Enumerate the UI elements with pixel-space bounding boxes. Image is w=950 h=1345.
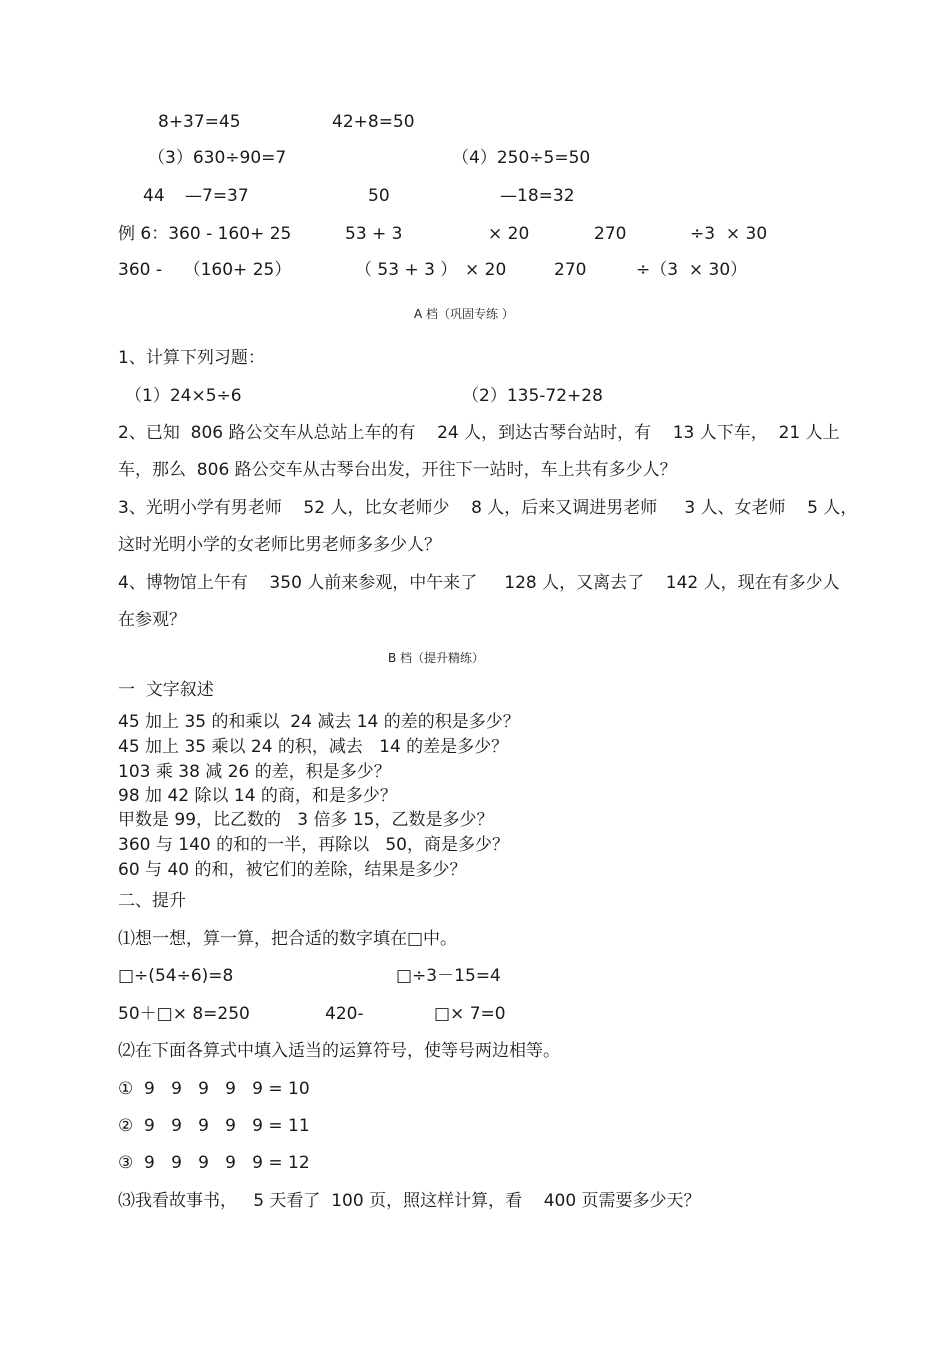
- example-line: —18=32: [500, 186, 575, 206]
- part-1-title: 一 文字叙述: [118, 680, 214, 700]
- example-line: 270: [594, 224, 627, 244]
- fill-in-equation: 420-: [325, 1004, 364, 1024]
- section-b-heading: B 档（提升精练）: [388, 651, 485, 665]
- problem-3: ⑶我看故事书， 5 天看了 100 页，照这样计算，看 400 页需要多少天？: [118, 1191, 701, 1211]
- operator-equation: ① 9 9 9 9 9 = 10: [118, 1079, 310, 1099]
- operator-equation: ③ 9 9 9 9 9 = 12: [118, 1153, 310, 1173]
- question-4-line-2: 在参观？: [118, 610, 186, 630]
- example-line: × 20: [488, 224, 530, 244]
- example-line: —7=37: [185, 186, 249, 206]
- part-2-title: 二、提升: [118, 891, 186, 911]
- example-6-label: 例 6：360 - 160+ 25: [118, 224, 292, 244]
- example-line: × 20: [465, 260, 507, 280]
- question-3-line-2: 这时光明小学的女老师比男老师多多少人？: [118, 535, 441, 555]
- question-3-line-1: 3、光明小学有男老师 52 人，比女老师少 8 人，后来又调进男老师 3 人、女老师 5 人，: [118, 498, 858, 518]
- word-problem: 45 加上 35 乘以 24 的积，减去 14 的差是多少？: [118, 737, 509, 757]
- word-problem: 45 加上 35 的和乘以 24 减去 14 的差的积是多少？: [118, 712, 520, 732]
- question-1b: （2）135-72+28: [462, 386, 603, 406]
- example-line: 270: [554, 260, 587, 280]
- word-problem: 103 乘 38 减 26 的差，积是多少？: [118, 762, 391, 782]
- problem-2-instruction: ⑵在下面各算式中填入适当的运算符号，使等号两边相等。: [118, 1041, 560, 1061]
- question-4-line-1: 4、博物馆上午有 350 人前来参观，中午来了 128 人，又离去了 142 人，现在有多少人: [118, 573, 840, 593]
- operator-equation: ② 9 9 9 9 9 = 11: [118, 1116, 310, 1136]
- fill-in-equation: □÷(54÷6)=8: [118, 966, 234, 986]
- example-line: （3）630÷90=7: [148, 148, 287, 168]
- question-1a: （1）24×5÷6: [125, 386, 242, 406]
- question-2-line-2: 车，那么 806 路公交车从古琴台出发，开往下一站时，车上共有多少人？: [118, 460, 677, 480]
- example-line: ÷3 × 30: [690, 224, 768, 244]
- word-problem: 98 加 42 除以 14 的商，和是多少？: [118, 786, 397, 806]
- fill-in-equation: 50＋□× 8=250: [118, 1004, 250, 1024]
- example-line: （ 53 + 3 ）: [355, 260, 458, 280]
- fill-in-equation: □× 7=0: [434, 1004, 506, 1024]
- section-a-heading: A 档（巩固专练 ）: [414, 307, 514, 321]
- example-line: 50: [368, 186, 390, 206]
- fill-in-equation: □÷3－15=4: [396, 966, 501, 986]
- problem-1-instruction: ⑴想一想，算一算，把合适的数字填在□中。: [118, 929, 458, 949]
- example-line: （4）250÷5=50: [452, 148, 591, 168]
- question-2-line-1: 2、已知 806 路公交车从总站上车的有 24 人，到达古琴台站时，有 13 人下车， 21 人上: [118, 423, 840, 443]
- question-1: 1、计算下列习题：: [118, 348, 265, 368]
- example-line: ÷（3 × 30）: [636, 260, 748, 280]
- example-line: 44: [143, 186, 165, 206]
- example-line: 42+8=50: [332, 112, 415, 132]
- word-problem: 360 与 140 的和的一半，再除以 50，商是多少？: [118, 835, 509, 855]
- word-problem: 甲数是 99，比乙数的 3 倍多 15，乙数是多少？: [118, 810, 494, 830]
- example-line: 8+37=45: [158, 112, 241, 132]
- word-problem: 60 与 40 的和，被它们的差除，结果是多少？: [118, 860, 467, 880]
- example-line: 53 + 3: [345, 224, 403, 244]
- example-line: 360 - （160+ 25）: [118, 260, 292, 280]
